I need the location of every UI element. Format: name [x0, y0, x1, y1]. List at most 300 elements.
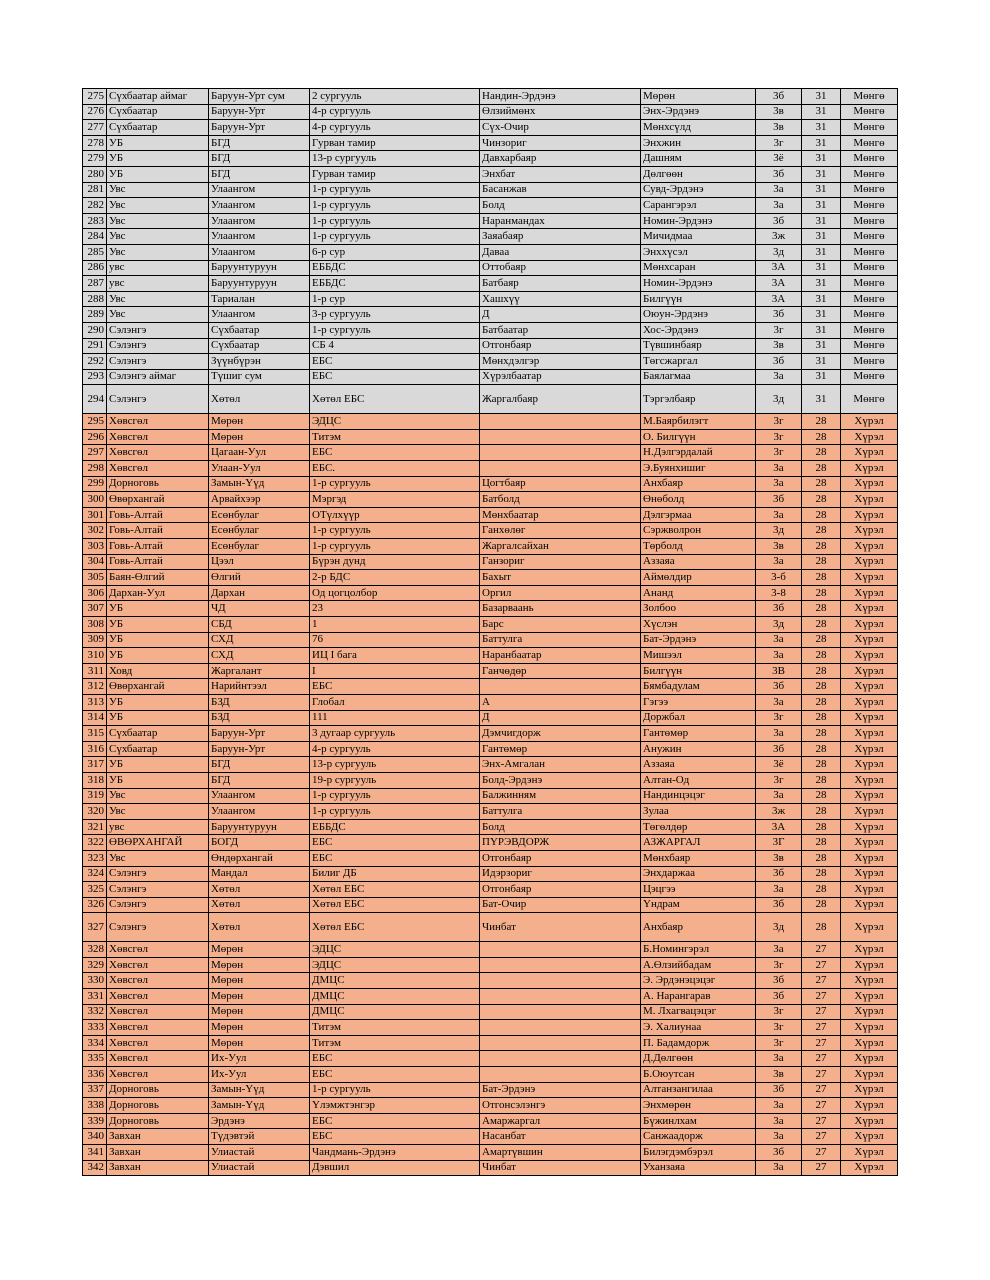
score-cell: 27: [802, 1082, 841, 1098]
row-number-cell: 282: [83, 198, 107, 214]
table-row: [83, 213, 898, 229]
grade-cell: 3а: [756, 1113, 802, 1129]
row-number-cell: 281: [83, 182, 107, 198]
medal-cell: Хүрэл: [841, 694, 898, 710]
school-cell: Гурван тамир: [310, 166, 480, 182]
teacher-cell: Чинбат: [480, 1160, 641, 1176]
row-number-cell: 278: [83, 135, 107, 151]
grade-cell: 3а: [756, 788, 802, 804]
sum-cell: Хөтөл: [209, 882, 310, 898]
grade-cell: 3д: [756, 385, 802, 414]
aimag-cell: Завхан: [107, 1145, 209, 1161]
row-number-cell: 302: [83, 523, 107, 539]
grade-cell: 3а: [756, 554, 802, 570]
student-cell: Энххүсэл: [641, 244, 756, 260]
table-row: [83, 135, 898, 151]
medal-cell: Хүрэл: [841, 866, 898, 882]
student-cell: Оюун-Эрдэнэ: [641, 307, 756, 323]
student-cell: Сэржволрон: [641, 523, 756, 539]
grade-cell: 3б: [756, 1145, 802, 1161]
medal-cell: Мөнгө: [841, 338, 898, 354]
row-number-cell: 309: [83, 632, 107, 648]
sum-cell: Мандал: [209, 866, 310, 882]
grade-cell: 3г: [756, 1004, 802, 1020]
school-cell: 76: [310, 632, 480, 648]
teacher-cell: [480, 414, 641, 430]
teacher-cell: А: [480, 694, 641, 710]
score-cell: 28: [802, 788, 841, 804]
medal-cell: Мөнгө: [841, 354, 898, 370]
score-cell: 28: [802, 554, 841, 570]
score-cell: 27: [802, 1067, 841, 1083]
table-row: [83, 973, 898, 989]
student-cell: Аззаяа: [641, 554, 756, 570]
aimag-cell: Өвөрхангай: [107, 679, 209, 695]
row-number-cell: 320: [83, 804, 107, 820]
row-number-cell: 335: [83, 1051, 107, 1067]
medal-cell: Мөнгө: [841, 120, 898, 136]
row-number-cell: 315: [83, 726, 107, 742]
aimag-cell: Увс: [107, 850, 209, 866]
score-cell: 28: [802, 757, 841, 773]
grade-cell: 3г: [756, 1020, 802, 1036]
student-cell: П. Бадамдорж: [641, 1035, 756, 1051]
aimag-cell: Хөвсгөл: [107, 1067, 209, 1083]
school-cell: ОТүлхүүр: [310, 507, 480, 523]
sum-cell: СХД: [209, 632, 310, 648]
school-cell: ИЦ I бага: [310, 648, 480, 664]
teacher-cell: ПҮРЭВДОРЖ: [480, 835, 641, 851]
aimag-cell: Увс: [107, 198, 209, 214]
teacher-cell: Идэрзориг: [480, 866, 641, 882]
score-cell: 27: [802, 942, 841, 958]
sum-cell: Баруун-Урт: [209, 104, 310, 120]
score-cell: 28: [802, 897, 841, 913]
sum-cell: БОГД: [209, 835, 310, 851]
student-cell: Үндрам: [641, 897, 756, 913]
grade-cell: 3а: [756, 1160, 802, 1176]
student-cell: Анхбаяр: [641, 913, 756, 942]
row-number-cell: 295: [83, 414, 107, 430]
aimag-cell: увс: [107, 276, 209, 292]
student-cell: Баялагмаа: [641, 369, 756, 385]
sum-cell: Улаангом: [209, 804, 310, 820]
sum-cell: Их-Уул: [209, 1067, 310, 1083]
grade-cell: 3д: [756, 523, 802, 539]
school-cell: Хөтөл ЕБС: [310, 385, 480, 414]
medal-cell: Мөнгө: [841, 369, 898, 385]
teacher-cell: Амаржаргал: [480, 1113, 641, 1129]
teacher-cell: Амартүвшин: [480, 1145, 641, 1161]
sum-cell: БЗД: [209, 694, 310, 710]
row-number-cell: 293: [83, 369, 107, 385]
sum-cell: Замын-Үүд: [209, 1098, 310, 1114]
grade-cell: 3г: [756, 445, 802, 461]
sum-cell: Улаангом: [209, 182, 310, 198]
aimag-cell: Сэлэнгэ: [107, 322, 209, 338]
score-cell: 28: [802, 694, 841, 710]
score-cell: 31: [802, 182, 841, 198]
row-number-cell: 322: [83, 835, 107, 851]
school-cell: 1-р сургууль: [310, 1082, 480, 1098]
aimag-cell: Сүхбаатар: [107, 741, 209, 757]
row-number-cell: 279: [83, 151, 107, 167]
teacher-cell: Базарваань: [480, 601, 641, 617]
school-cell: 1-р сургууль: [310, 476, 480, 492]
school-cell: 1-р сургууль: [310, 523, 480, 539]
school-cell: 1-р сургууль: [310, 788, 480, 804]
medal-cell: Мөнгө: [841, 385, 898, 414]
aimag-cell: Сэлэнгэ аймаг: [107, 369, 209, 385]
medal-cell: Хүрэл: [841, 882, 898, 898]
sum-cell: Улиастай: [209, 1145, 310, 1161]
row-number-cell: 298: [83, 461, 107, 477]
table-row: [83, 151, 898, 167]
medal-cell: Хүрэл: [841, 570, 898, 586]
row-number-cell: 285: [83, 244, 107, 260]
table-row: [83, 1020, 898, 1036]
aimag-cell: Увс: [107, 291, 209, 307]
medal-cell: Хүрэл: [841, 850, 898, 866]
school-cell: ЕБС: [310, 835, 480, 851]
grade-cell: 3а: [756, 198, 802, 214]
row-number-cell: 325: [83, 882, 107, 898]
row-number-cell: 337: [83, 1082, 107, 1098]
table-row: [83, 601, 898, 617]
table-row: [83, 307, 898, 323]
row-number-cell: 307: [83, 601, 107, 617]
table-row: [83, 523, 898, 539]
teacher-cell: [480, 429, 641, 445]
student-cell: АЗЖАРГАЛ: [641, 835, 756, 851]
aimag-cell: Дорноговь: [107, 1098, 209, 1114]
score-cell: 28: [802, 710, 841, 726]
student-cell: Номин-Эрдэнэ: [641, 276, 756, 292]
score-cell: 31: [802, 369, 841, 385]
teacher-cell: Отгонсэлэнгэ: [480, 1098, 641, 1114]
sum-cell: Тариалан: [209, 291, 310, 307]
teacher-cell: [480, 1067, 641, 1083]
medal-cell: Мөнгө: [841, 89, 898, 105]
grade-cell: 3б: [756, 89, 802, 105]
sum-cell: Сүхбаатар: [209, 338, 310, 354]
medal-cell: Хүрэл: [841, 726, 898, 742]
teacher-cell: Дэмчигдорж: [480, 726, 641, 742]
table-row: [83, 726, 898, 742]
row-number-cell: 341: [83, 1145, 107, 1161]
school-cell: ЕБС: [310, 1051, 480, 1067]
aimag-cell: Хөвсгөл: [107, 1051, 209, 1067]
school-cell: 4-р сургууль: [310, 120, 480, 136]
grade-cell: 3г: [756, 1035, 802, 1051]
medal-cell: Хүрэл: [841, 1004, 898, 1020]
grade-cell: 3г: [756, 322, 802, 338]
grade-cell: 3Г: [756, 835, 802, 851]
medal-cell: Хүрэл: [841, 913, 898, 942]
teacher-cell: Заяабаяр: [480, 229, 641, 245]
score-cell: 27: [802, 1113, 841, 1129]
school-cell: 1-р сургууль: [310, 182, 480, 198]
student-cell: Зулаа: [641, 804, 756, 820]
score-cell: 28: [802, 523, 841, 539]
medal-cell: Хүрэл: [841, 679, 898, 695]
score-cell: 31: [802, 229, 841, 245]
teacher-cell: [480, 973, 641, 989]
sum-cell: Түдэвтэй: [209, 1129, 310, 1145]
student-cell: Санжаадорж: [641, 1129, 756, 1145]
teacher-cell: [480, 1004, 641, 1020]
aimag-cell: Хөвсгөл: [107, 1035, 209, 1051]
score-cell: 27: [802, 957, 841, 973]
row-number-cell: 308: [83, 617, 107, 633]
table-row: [83, 120, 898, 136]
grade-cell: 3г: [756, 710, 802, 726]
row-number-cell: 301: [83, 507, 107, 523]
aimag-cell: Увс: [107, 182, 209, 198]
sum-cell: Улаан-Уул: [209, 461, 310, 477]
medal-cell: Хүрэл: [841, 757, 898, 773]
aimag-cell: Дархан-Уул: [107, 585, 209, 601]
aimag-cell: Завхан: [107, 1129, 209, 1145]
score-cell: 28: [802, 429, 841, 445]
sum-cell: Хөтөл: [209, 897, 310, 913]
row-number-cell: 324: [83, 866, 107, 882]
sum-cell: Мөрөн: [209, 973, 310, 989]
student-cell: Бат-Эрдэнэ: [641, 632, 756, 648]
student-cell: Энхмөрөн: [641, 1098, 756, 1114]
score-cell: 27: [802, 1145, 841, 1161]
school-cell: Билиг ДБ: [310, 866, 480, 882]
student-cell: Энхжин: [641, 135, 756, 151]
student-cell: Билгүүн: [641, 663, 756, 679]
school-cell: 2-р БДС: [310, 570, 480, 586]
grade-cell: 3А: [756, 819, 802, 835]
medal-cell: Хүрэл: [841, 1035, 898, 1051]
school-cell: 3 дугаар сургууль: [310, 726, 480, 742]
student-cell: Төгсжаргал: [641, 354, 756, 370]
medal-cell: Мөнгө: [841, 291, 898, 307]
table-row: [83, 741, 898, 757]
table-row: [83, 385, 898, 414]
grade-cell: 3б: [756, 213, 802, 229]
aimag-cell: УБ: [107, 135, 209, 151]
aimag-cell: Хөвсгөл: [107, 1004, 209, 1020]
grade-cell: 3а: [756, 476, 802, 492]
score-cell: 28: [802, 539, 841, 555]
aimag-cell: Сүхбаатар: [107, 104, 209, 120]
teacher-cell: Чинзориг: [480, 135, 641, 151]
school-cell: Титэм: [310, 1035, 480, 1051]
score-cell: 27: [802, 1129, 841, 1145]
score-cell: 31: [802, 198, 841, 214]
teacher-cell: Бат-Очир: [480, 897, 641, 913]
aimag-cell: Сүхбаатар: [107, 726, 209, 742]
student-cell: Мөрөн: [641, 89, 756, 105]
medal-cell: Хүрэл: [841, 957, 898, 973]
table-row: [83, 414, 898, 430]
school-cell: СБ 4: [310, 338, 480, 354]
aimag-cell: увс: [107, 819, 209, 835]
aimag-cell: УБ: [107, 757, 209, 773]
table-row: [83, 554, 898, 570]
teacher-cell: Цогтбаяр: [480, 476, 641, 492]
school-cell: ЕБС: [310, 850, 480, 866]
school-cell: Чандмань-Эрдэнэ: [310, 1145, 480, 1161]
student-cell: Хос-Эрдэнэ: [641, 322, 756, 338]
grade-cell: 3б: [756, 1082, 802, 1098]
medal-cell: Хүрэл: [841, 1098, 898, 1114]
grade-cell: 3д: [756, 244, 802, 260]
sum-cell: Эрдэнэ: [209, 1113, 310, 1129]
student-cell: Тэргэлбаяр: [641, 385, 756, 414]
teacher-cell: Оттобаяр: [480, 260, 641, 276]
aimag-cell: Сэлэнгэ: [107, 913, 209, 942]
row-number-cell: 289: [83, 307, 107, 323]
aimag-cell: Ховд: [107, 663, 209, 679]
score-cell: 28: [802, 804, 841, 820]
table-row: [83, 679, 898, 695]
teacher-cell: [480, 1051, 641, 1067]
teacher-cell: Нандин-Эрдэнэ: [480, 89, 641, 105]
sum-cell: Улаангом: [209, 213, 310, 229]
medal-cell: Хүрэл: [841, 554, 898, 570]
score-cell: 31: [802, 244, 841, 260]
teacher-cell: Даваа: [480, 244, 641, 260]
student-cell: Номин-Эрдэнэ: [641, 213, 756, 229]
row-number-cell: 333: [83, 1020, 107, 1036]
row-number-cell: 332: [83, 1004, 107, 1020]
table-row: [83, 104, 898, 120]
teacher-cell: Мөнхбаатар: [480, 507, 641, 523]
teacher-cell: Д: [480, 710, 641, 726]
aimag-cell: Хөвсгөл: [107, 461, 209, 477]
student-cell: Э. Эрдэнэцэцэг: [641, 973, 756, 989]
school-cell: Од цогцолбор: [310, 585, 480, 601]
row-number-cell: 331: [83, 989, 107, 1005]
medal-cell: Хүрэл: [841, 942, 898, 958]
sum-cell: СХД: [209, 648, 310, 664]
student-cell: Дөлгөөн: [641, 166, 756, 182]
score-cell: 27: [802, 1051, 841, 1067]
student-cell: Сарангэрэл: [641, 198, 756, 214]
sum-cell: Баруунтуруун: [209, 276, 310, 292]
table-row: [83, 648, 898, 664]
grade-cell: 3а: [756, 648, 802, 664]
school-cell: 1-р сур: [310, 291, 480, 307]
aimag-cell: Увс: [107, 213, 209, 229]
table-row: [83, 244, 898, 260]
student-cell: Алтан-Од: [641, 772, 756, 788]
table-row: [83, 539, 898, 555]
teacher-cell: Өлзиймөнх: [480, 104, 641, 120]
medal-cell: Хүрэл: [841, 1051, 898, 1067]
medal-cell: Хүрэл: [841, 1020, 898, 1036]
grade-cell: 3в: [756, 338, 802, 354]
medal-cell: Хүрэл: [841, 414, 898, 430]
teacher-cell: Наранбаатар: [480, 648, 641, 664]
table-row: [83, 1067, 898, 1083]
table-row: [83, 804, 898, 820]
medal-cell: Хүрэл: [841, 585, 898, 601]
school-cell: ЕБС: [310, 445, 480, 461]
medal-cell: Мөнгө: [841, 276, 898, 292]
table-row: [83, 1098, 898, 1114]
table-row: [83, 942, 898, 958]
table-row: [83, 757, 898, 773]
table-row: [83, 1145, 898, 1161]
sum-cell: Мөрөн: [209, 1020, 310, 1036]
school-cell: 13-р сургууль: [310, 757, 480, 773]
school-cell: 19-р сургууль: [310, 772, 480, 788]
table-row: [83, 166, 898, 182]
medal-cell: Хүрэл: [841, 601, 898, 617]
row-number-cell: 321: [83, 819, 107, 835]
student-cell: Аззаяа: [641, 757, 756, 773]
medal-cell: Хүрэл: [841, 663, 898, 679]
grade-cell: 3г: [756, 414, 802, 430]
grade-cell: 3б: [756, 679, 802, 695]
aimag-cell: Өвөрхангай: [107, 492, 209, 508]
grade-cell: 3а: [756, 369, 802, 385]
school-cell: Глобал: [310, 694, 480, 710]
teacher-cell: Насанбат: [480, 1129, 641, 1145]
aimag-cell: Дорноговь: [107, 476, 209, 492]
teacher-cell: Басанжав: [480, 182, 641, 198]
sum-cell: Баруун-Урт: [209, 726, 310, 742]
teacher-cell: Батболд: [480, 492, 641, 508]
school-cell: 1-р сургууль: [310, 804, 480, 820]
row-number-cell: 275: [83, 89, 107, 105]
school-cell: Гурван тамир: [310, 135, 480, 151]
table-row: [83, 276, 898, 292]
aimag-cell: УБ: [107, 710, 209, 726]
row-number-cell: 306: [83, 585, 107, 601]
score-cell: 31: [802, 354, 841, 370]
row-number-cell: 342: [83, 1160, 107, 1176]
student-cell: Сувд-Эрдэнэ: [641, 182, 756, 198]
sum-cell: Баруун-Урт: [209, 741, 310, 757]
student-cell: Түвшинбаяр: [641, 338, 756, 354]
school-cell: ЕБС: [310, 1113, 480, 1129]
sum-cell: БГД: [209, 166, 310, 182]
aimag-cell: Хөвсгөл: [107, 445, 209, 461]
row-number-cell: 313: [83, 694, 107, 710]
table-body: [83, 89, 898, 1176]
medal-cell: Мөнгө: [841, 229, 898, 245]
grade-cell: 3в: [756, 104, 802, 120]
score-cell: 28: [802, 507, 841, 523]
score-cell: 31: [802, 213, 841, 229]
medal-cell: Хүрэл: [841, 710, 898, 726]
student-cell: Аймөлдир: [641, 570, 756, 586]
table-row: [83, 229, 898, 245]
student-cell: Д.Дөлгөөн: [641, 1051, 756, 1067]
teacher-cell: Энхбат: [480, 166, 641, 182]
table-row: [83, 850, 898, 866]
teacher-cell: Оргил: [480, 585, 641, 601]
table-row: [83, 788, 898, 804]
grade-cell: 3б: [756, 989, 802, 1005]
sum-cell: БГД: [209, 772, 310, 788]
grade-cell: 3ё: [756, 757, 802, 773]
teacher-cell: Болд-Эрдэнэ: [480, 772, 641, 788]
grade-cell: 3б: [756, 354, 802, 370]
student-cell: Төрболд: [641, 539, 756, 555]
school-cell: 4-р сургууль: [310, 741, 480, 757]
score-cell: 28: [802, 726, 841, 742]
grade-cell: 3г: [756, 772, 802, 788]
row-number-cell: 294: [83, 385, 107, 414]
